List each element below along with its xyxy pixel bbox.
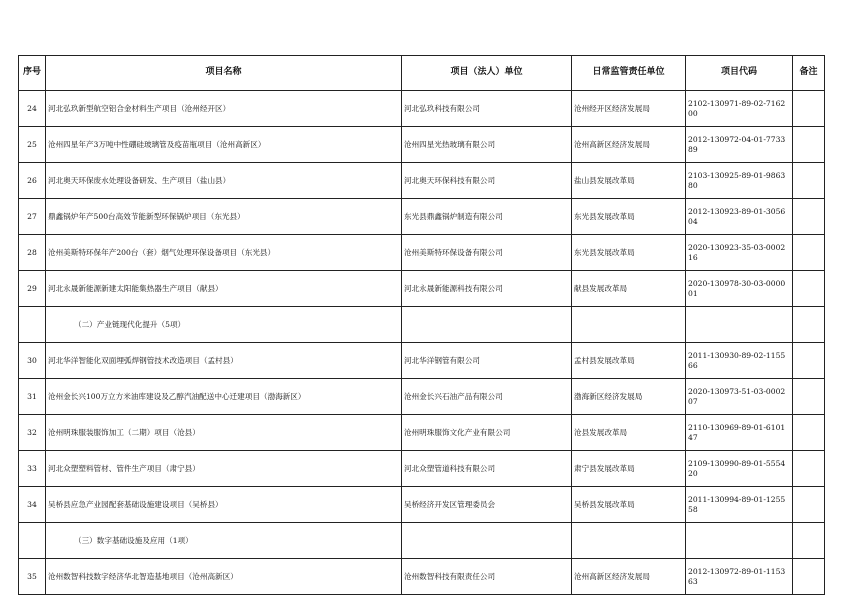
table-row (19, 559, 825, 595)
row-legal: 吴桥经济开发区管理委员会 (402, 487, 572, 523)
row-name: 吴桥县应急产业园配套基础设施建设项目（吴桥县） (46, 487, 402, 523)
row-remark (793, 487, 825, 523)
row-name: 沧州明珠服装服饰加工（二期）项目（沧县） (46, 415, 402, 451)
table-row (19, 91, 825, 127)
row-remark (793, 271, 825, 307)
table-row (19, 379, 825, 415)
row-name: 沧州四星年产3万吨中性硼硅玻璃管及疫苗瓶项目（沧州高新区） (46, 127, 402, 163)
table-row (19, 163, 825, 199)
section-row (19, 523, 825, 559)
row-code: 2110-130969-89-01-610147 (686, 415, 793, 451)
section-title: （二）产业链现代化提升（5项） (46, 307, 402, 343)
row-remark (793, 199, 825, 235)
row-no: 28 (19, 235, 46, 271)
row-no: 29 (19, 271, 46, 307)
table-row (19, 271, 825, 307)
row-name: 沧州数智科技数字经济华北智造基地项目（沧州高新区） (46, 559, 402, 595)
row-no: 31 (19, 379, 46, 415)
section-empty-cell (572, 523, 686, 559)
section-empty-cell (793, 523, 825, 559)
row-legal: 东光县鼎鑫锅炉制造有限公司 (402, 199, 572, 235)
header-supervisor: 日常监管责任单位 (572, 56, 686, 91)
row-legal: 沧州数智科技有限责任公司 (402, 559, 572, 595)
table-row (19, 235, 825, 271)
row-supervisor: 沧州高新区经济发展局 (572, 127, 686, 163)
project-table (18, 55, 825, 595)
table-row (19, 487, 825, 523)
row-code: 2012-130923-89-01-305604 (686, 199, 793, 235)
row-remark (793, 451, 825, 487)
row-remark (793, 559, 825, 595)
row-supervisor: 沧州经开区经济发展局 (572, 91, 686, 127)
row-name: 沧州美斯特环保年产200台（套）烟气处理环保设备项目（东光县） (46, 235, 402, 271)
row-remark (793, 415, 825, 451)
row-remark (793, 91, 825, 127)
row-legal: 河北华洋钢管有限公司 (402, 343, 572, 379)
row-legal: 沧州金长兴石油产品有限公司 (402, 379, 572, 415)
row-remark (793, 379, 825, 415)
row-supervisor: 东光县发展改革局 (572, 199, 686, 235)
row-code: 2020-130973-51-03-000207 (686, 379, 793, 415)
row-name: 河北弘玖新型航空铝合金材料生产项目（沧州经开区） (46, 91, 402, 127)
row-code: 2020-130923-35-03-000216 (686, 235, 793, 271)
row-legal: 河北弘玖科技有限公司 (402, 91, 572, 127)
table-row (19, 343, 825, 379)
row-code: 2109-130990-89-01-555420 (686, 451, 793, 487)
section-empty-cell (402, 307, 572, 343)
row-no: 27 (19, 199, 46, 235)
row-no: 34 (19, 487, 46, 523)
row-supervisor: 沧县发展改革局 (572, 415, 686, 451)
row-supervisor: 渤海新区经济发展局 (572, 379, 686, 415)
row-legal: 沧州四星光热玻璃有限公司 (402, 127, 572, 163)
row-code: 2012-130972-89-01-115363 (686, 559, 793, 595)
row-name: 河北永晟新能源新建太阳能集热器生产项目（献县） (46, 271, 402, 307)
row-no: 25 (19, 127, 46, 163)
row-no: 24 (19, 91, 46, 127)
row-name: 河北众塑塑料管材、管件生产项目（肃宁县） (46, 451, 402, 487)
section-title: （三）数字基础设施及应用（1项） (46, 523, 402, 559)
table-row (19, 451, 825, 487)
row-supervisor: 盐山县发展改革局 (572, 163, 686, 199)
row-code: 2103-130925-89-01-986380 (686, 163, 793, 199)
row-supervisor: 献县发展改革局 (572, 271, 686, 307)
row-name: 河北奥天环保废水处理设备研发、生产项目（盐山县） (46, 163, 402, 199)
header-no: 序号 (19, 56, 46, 91)
table-row (19, 199, 825, 235)
row-legal: 沧州明珠服饰文化产业有限公司 (402, 415, 572, 451)
row-code: 2012-130972-04-01-773389 (686, 127, 793, 163)
row-legal: 河北众塑管道科技有限公司 (402, 451, 572, 487)
section-empty-cell (686, 523, 793, 559)
section-no-cell (19, 307, 46, 343)
section-empty-cell (402, 523, 572, 559)
header-code: 项目代码 (686, 56, 793, 91)
row-remark (793, 163, 825, 199)
row-no: 30 (19, 343, 46, 379)
header-remark: 备注 (793, 56, 825, 91)
row-remark (793, 343, 825, 379)
table-row (19, 415, 825, 451)
row-code: 2020-130978-30-03-000001 (686, 271, 793, 307)
table-row (19, 127, 825, 163)
section-no-cell (19, 523, 46, 559)
row-code: 2011-130994-89-01-125558 (686, 487, 793, 523)
row-no: 35 (19, 559, 46, 595)
section-empty-cell (572, 307, 686, 343)
row-no: 33 (19, 451, 46, 487)
row-remark (793, 127, 825, 163)
section-empty-cell (686, 307, 793, 343)
header-legal: 项目（法人）单位 (402, 56, 572, 91)
section-row (19, 307, 825, 343)
row-no: 26 (19, 163, 46, 199)
row-code: 2102-130971-89-02-716200 (686, 91, 793, 127)
row-supervisor: 沧州高新区经济发展局 (572, 559, 686, 595)
row-legal: 沧州美斯特环保设备有限公司 (402, 235, 572, 271)
row-legal: 河北永晟新能源科技有限公司 (402, 271, 572, 307)
row-supervisor: 东光县发展改革局 (572, 235, 686, 271)
section-empty-cell (793, 307, 825, 343)
row-supervisor: 肃宁县发展改革局 (572, 451, 686, 487)
row-supervisor: 孟村县发展改革局 (572, 343, 686, 379)
row-name: 河北华洋智能化双面埋弧焊钢管技术改造项目（孟村县） (46, 343, 402, 379)
row-name: 鼎鑫锅炉年产500台高效节能新型环保锅炉项目（东光县） (46, 199, 402, 235)
row-supervisor: 吴桥县发展改革局 (572, 487, 686, 523)
table-header-row (19, 56, 825, 91)
row-no: 32 (19, 415, 46, 451)
row-remark (793, 235, 825, 271)
header-name: 项目名称 (46, 56, 402, 91)
row-code: 2011-130930-89-02-115566 (686, 343, 793, 379)
row-legal: 河北奥天环保科技有限公司 (402, 163, 572, 199)
row-name: 沧州金长兴100万立方米油库建设及乙醇汽油配送中心迁建项目（渤海新区） (46, 379, 402, 415)
